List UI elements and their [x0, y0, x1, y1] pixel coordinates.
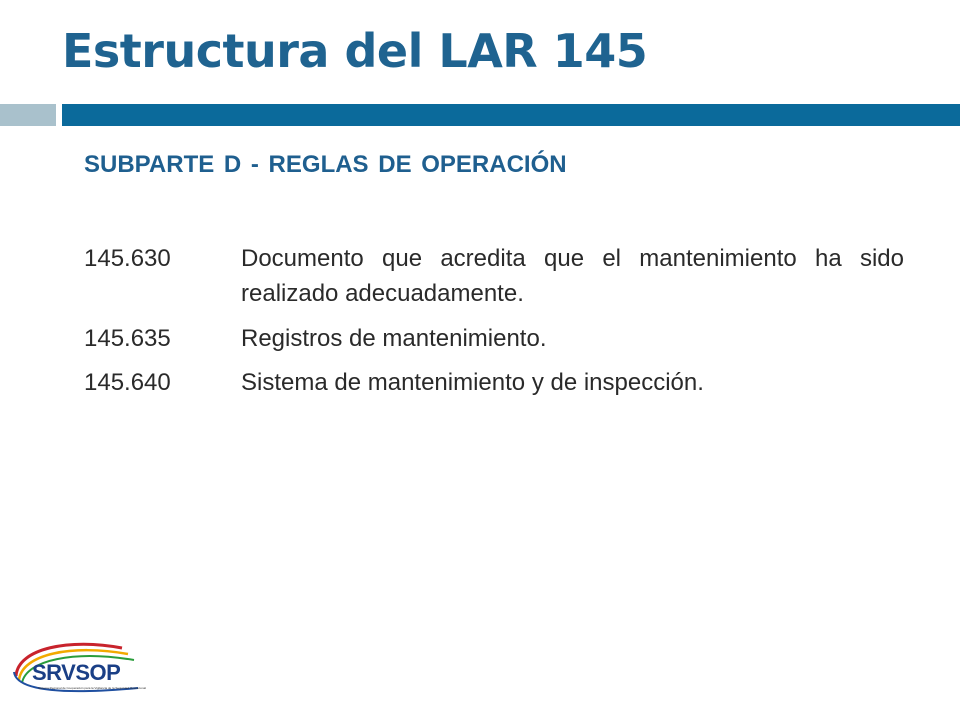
- rule-row: [84, 322, 904, 357]
- rule-row: [84, 242, 904, 312]
- title-accent-bar-light: [0, 104, 56, 126]
- srvsop-logo: [10, 636, 150, 698]
- slide-title: Estructura del LAR 145: [62, 24, 648, 78]
- subpart-heading: SUBPARTE D - REGLAS DE OPERACIÓN: [84, 151, 567, 178]
- rule-text: Registros de mantenimiento.: [241, 324, 547, 352]
- rule-code: 145.630: [84, 245, 171, 272]
- rule-code: 145.640: [84, 369, 171, 397]
- rule-code: 145.635: [84, 324, 171, 352]
- logo-wordmark: SRVSOP: [32, 660, 121, 685]
- rule-text: Documento que acredita que el mantenimiento ha sido realizado adecuadamente.: [241, 245, 904, 307]
- rules-list: [84, 242, 904, 401]
- title-accent-bar: [62, 104, 960, 126]
- logo-caption: Sistema Regional de Cooperación para la Vigilancia de la Seguridad Operacional: [38, 686, 147, 690]
- rule-text: Sistema de mantenimiento y de inspección.: [241, 369, 704, 397]
- rule-row: [84, 366, 904, 401]
